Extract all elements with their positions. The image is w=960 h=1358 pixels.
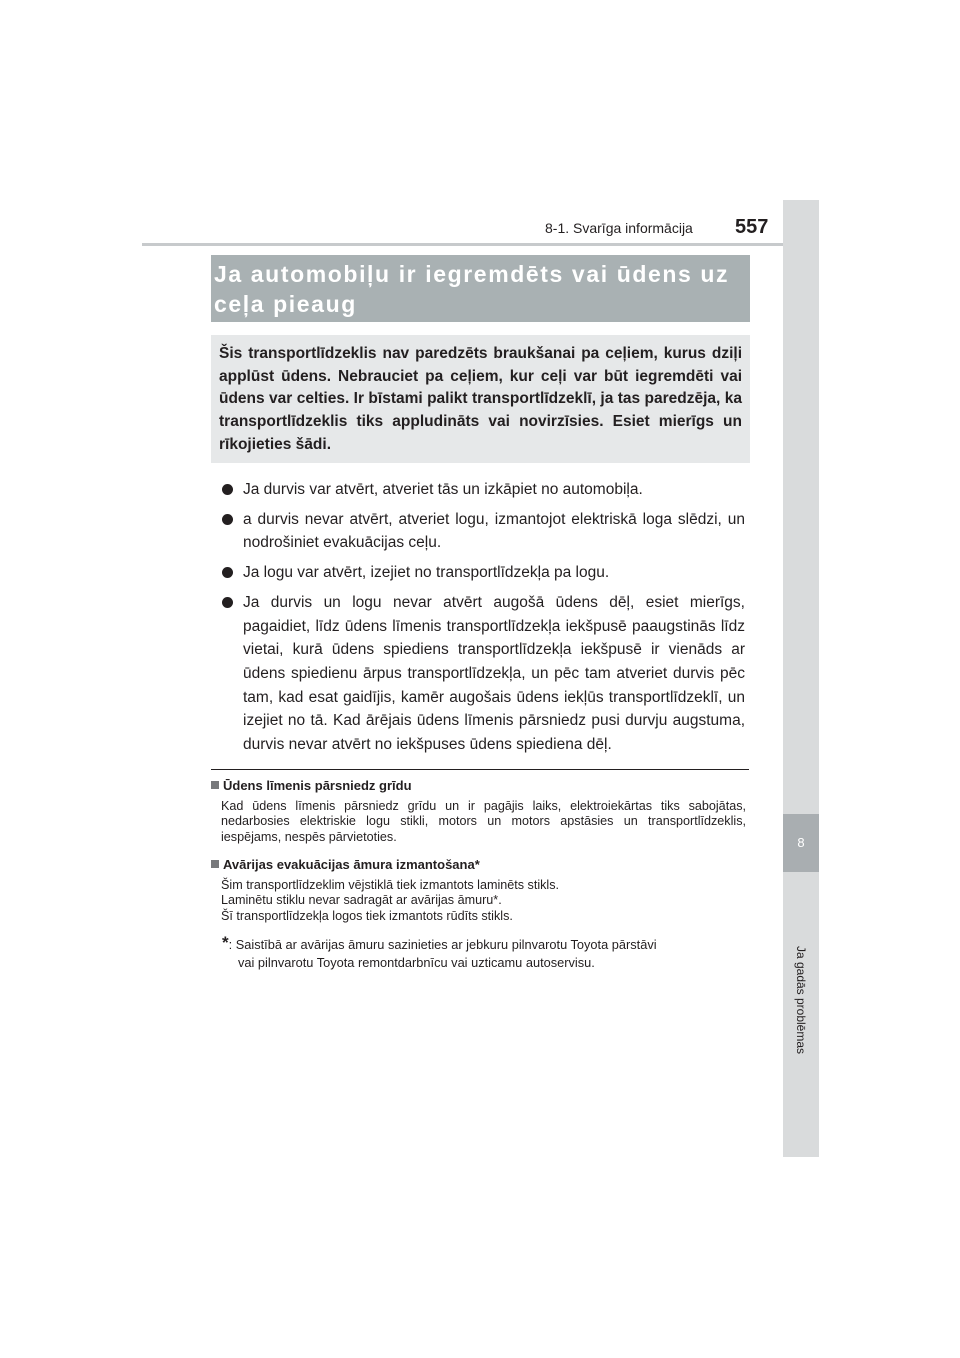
square-bullet-icon — [211, 781, 219, 789]
list-item-text: a durvis nevar atvērt, atveriet logu, izmantojot elektriskā loga slēdzi, un nodrošiniet evakuācijas ceļu. — [243, 510, 745, 552]
bullet-dot-icon — [222, 567, 233, 578]
section-title: Ja automobiļu ir iegremdēts vai ūdens uz ceļa pieaug — [214, 261, 730, 317]
intro-text: Šis transportlīdzeklis nav paredzēts braukšanai pa ceļiem, kurus dziļi applūst ūdens. Nebrauciet pa ceļiem, kur ceļi var būt iegremdēti vai ūdens var celties. Ir bīstami palikt transportlīdzeklī, ja tas paredzēja, ka transportlīdzeklis tiks appludināts vai novirzīsies. Esiet mierīgs un rīkojieties šādi. — [219, 345, 742, 453]
square-bullet-icon — [211, 860, 219, 868]
bullet-dot-icon — [222, 484, 233, 495]
note-line: Šim transportlīdzeklim vējstiklā tiek izmantots laminēts stikls. — [221, 878, 560, 892]
bullet-dot-icon — [222, 597, 233, 608]
header-section-title: 8-1. Svarīga informācija — [545, 220, 693, 236]
list-item — [221, 561, 745, 585]
list-item-text: Ja durvis un logu nevar atvērt augošā ūdens dēļ, esiet mierīgs, pagaidiet, līdz ūdens līmenis transportlīdzekļa iekšpusē paaugstinās līdz vietai, kurā ūdens spiediens transportlīdzekļa iekšpusē ir vienāds ar ūdens spiedienu ārpus transportlīdzekļa, un pēc tam atveriet durvis pēc tam, kad esat gaidījis, kamēr augošais ūdens iekļūs transportlīdzeklī, un izejiet no tā. Kad ārējais ūdens līmenis pārsniedz pusi durvju augstuma, durvis nevar atvērt no iekšpuses ūdens spiediena dēļ. — [243, 593, 745, 754]
section-title-box — [211, 255, 750, 322]
note-body — [211, 878, 746, 924]
note-heading-text: Avārijas evakuācijas āmura izmantošana* — [223, 857, 480, 872]
note-water-level — [211, 778, 746, 845]
list-item-text: Ja durvis var atvērt, atveriet tās un izkāpiet no automobiļa. — [243, 481, 643, 498]
chapter-side-tab — [783, 200, 819, 1157]
note-line: Šī transportlīdzekļa logos tiek izmantots rūdīts stikls. — [221, 908, 513, 923]
notes-divider — [211, 769, 749, 770]
footnote-line-2: vai pilnvarotu Toyota remontdarbnīcu vai uzticamu autoservisu. — [238, 955, 595, 970]
list-item — [221, 591, 745, 757]
list-item — [221, 508, 745, 555]
chapter-number: 8 — [783, 814, 819, 872]
bullet-dot-icon — [222, 514, 233, 525]
note-emergency-hammer — [211, 857, 746, 924]
intro-box — [211, 335, 750, 463]
footnote-line-1: : Saistībā ar avārijas āmuru sazinieties ar jebkuru pilnvarotu Toyota pārstāvi — [228, 937, 657, 952]
note-body — [211, 799, 746, 845]
page-number: 557 — [735, 216, 769, 238]
list-item — [221, 478, 745, 502]
list-item-text: Ja logu var atvērt, izejiet no transportlīdzekļa pa logu. — [243, 564, 610, 582]
footnote-marker: * — [222, 933, 229, 952]
bullet-list — [221, 478, 745, 763]
footnote — [222, 933, 747, 972]
note-heading — [211, 857, 746, 873]
note-line: Laminētu stiklu nevar sadragāt ar avārijas āmuru*. — [221, 893, 502, 908]
header-divider — [142, 243, 783, 246]
note-line: Kad ūdens līmenis pārsniedz grīdu un ir pagājis laiks, elektroiekārtas tiks sabojātas, nedarbosies elektriskie logu stikli, motors un motors apstāsies un transportlīdzeklis, iespējams, nespēs pārvietoties. — [221, 799, 746, 844]
chapter-title: Ja gadās problēmas — [794, 945, 808, 1055]
note-heading — [211, 778, 746, 794]
note-heading-text: Ūdens līmenis pārsniedz grīdu — [223, 778, 412, 793]
